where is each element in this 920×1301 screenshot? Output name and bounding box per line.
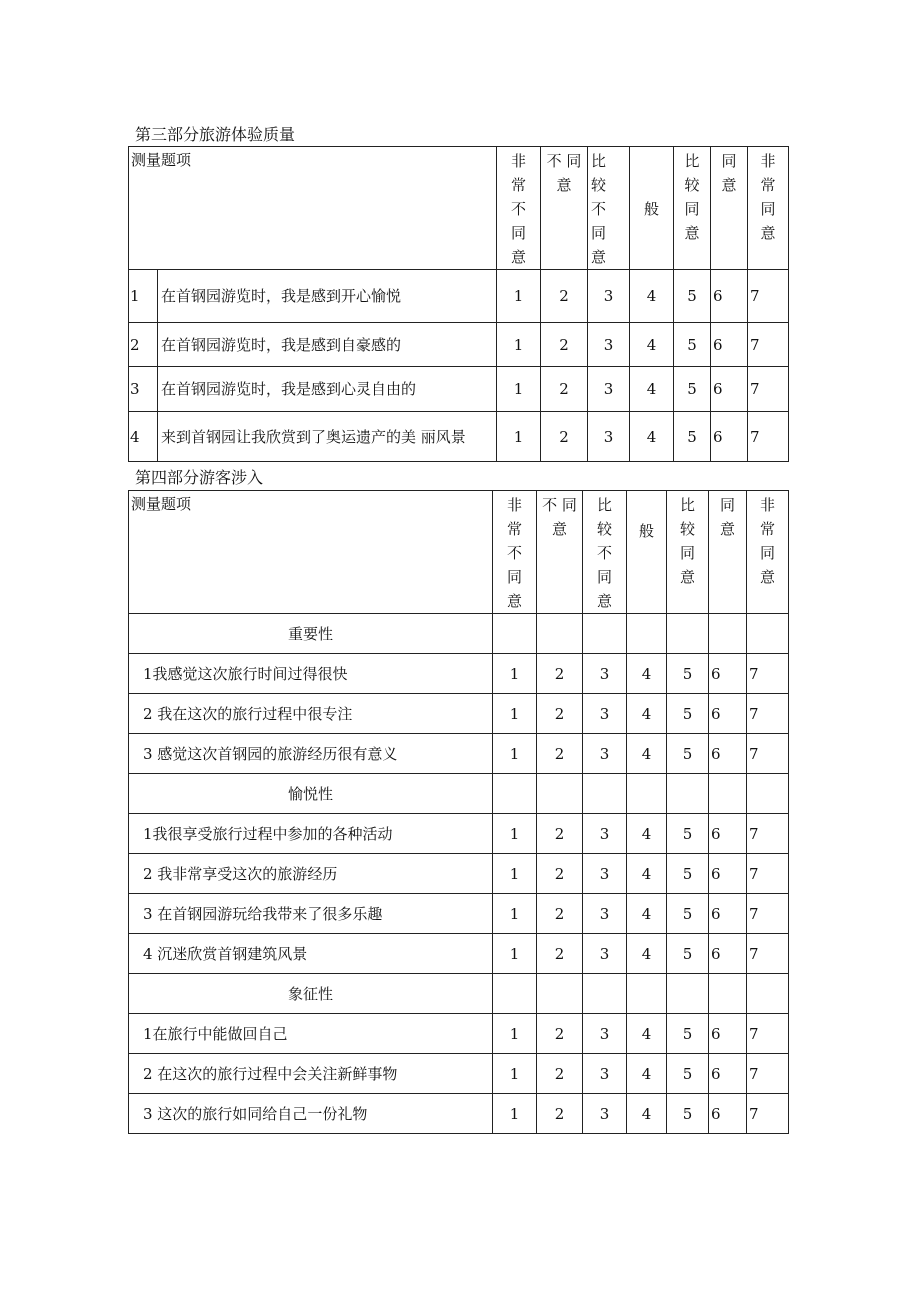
question-text: 在首钢园游览时，我是感到开心愉悦 [158,270,497,323]
score-cell[interactable]: 4 [627,814,667,854]
score-cell[interactable]: 7 [747,854,789,894]
question-text: 2 我非常享受这次的旅游经历 [129,854,493,894]
category-label: 愉悦性 [129,774,493,814]
score-cell[interactable]: 2 [541,323,588,367]
score-cell[interactable]: 6 [709,654,747,694]
row-index: 3 [129,367,158,412]
score-cell[interactable]: 5 [674,323,711,367]
question-text: 3 在首钢园游玩给我带来了很多乐趣 [129,894,493,934]
score-cell[interactable]: 2 [537,1054,583,1094]
question-text: 在首钢园游览时，我是感到自豪感的 [158,323,497,367]
score-cell[interactable]: 3 [583,694,627,734]
category-row [129,774,789,814]
question-text: 3 感觉这次首钢园的旅游经历很有意义 [129,734,493,774]
score-cell[interactable]: 2 [537,1094,583,1134]
scale-label: 同 意 [709,491,747,614]
score-cell[interactable]: 2 [541,367,588,412]
score-cell[interactable]: 5 [674,270,711,323]
table-row [129,814,789,854]
score-cell[interactable]: 5 [667,654,709,694]
score-cell[interactable]: 1 [493,1094,537,1134]
score-cell[interactable]: 2 [537,934,583,974]
score-cell[interactable]: 6 [709,734,747,774]
question-text: 1在旅行中能做回自己 [129,1014,493,1054]
table-row [129,694,789,734]
part4-title: 第四部分游客涉入 [135,468,264,487]
score-cell[interactable]: 7 [747,814,789,854]
score-cell[interactable]: 4 [627,934,667,974]
score-cell[interactable]: 6 [711,412,748,462]
score-cell[interactable]: 7 [748,412,789,462]
score-cell[interactable]: 5 [667,1054,709,1094]
score-cell[interactable]: 3 [583,854,627,894]
score-cell[interactable]: 6 [709,1054,747,1094]
score-cell[interactable]: 5 [667,934,709,974]
table-row [129,1014,789,1054]
score-cell[interactable]: 4 [630,270,674,323]
score-cell[interactable]: 5 [667,734,709,774]
scale-label: 比较同意 [667,491,709,614]
score-cell[interactable]: 5 [667,1094,709,1134]
category-label: 象征性 [129,974,493,1014]
part4-header-label: 测量题项 [129,491,493,614]
part4-table [128,490,789,1134]
question-text: 2 我在这次的旅行过程中很专注 [129,694,493,734]
scale-label: 同 意 [711,147,748,270]
score-cell[interactable]: 1 [493,894,537,934]
score-cell[interactable]: 5 [667,894,709,934]
score-cell[interactable]: 7 [747,1054,789,1094]
table-row [129,934,789,974]
scale-label: 般 [630,147,674,270]
score-cell[interactable]: 3 [583,1054,627,1094]
question-text: 在首钢园游览时，我是感到心灵自由的 [158,367,497,412]
score-cell[interactable]: 2 [537,694,583,734]
category-row [129,974,789,1014]
score-cell[interactable]: 4 [630,323,674,367]
score-cell[interactable]: 7 [747,934,789,974]
scale-label: 非常不同意 [493,491,537,614]
score-cell[interactable]: 4 [627,1014,667,1054]
score-cell[interactable]: 6 [709,854,747,894]
score-cell[interactable]: 6 [709,894,747,934]
part3-table [128,146,789,462]
part4-header-row [129,491,789,614]
score-cell[interactable]: 4 [627,1094,667,1134]
score-cell[interactable]: 3 [588,323,630,367]
part3-title: 第三部分旅游体验质量 [135,125,296,144]
scale-label: 比较不同意 [583,491,627,614]
table-row [129,894,789,934]
score-cell[interactable]: 6 [709,1014,747,1054]
scale-label: 非常同意 [748,147,789,270]
score-cell[interactable]: 7 [747,654,789,694]
part3-header-row [129,147,789,270]
score-cell[interactable]: 6 [711,323,748,367]
score-cell[interactable]: 3 [583,734,627,774]
score-cell[interactable]: 6 [709,814,747,854]
question-text: 来到首钢园让我欣赏到了奥运遗产的美 丽风景 [158,412,497,462]
score-cell[interactable]: 7 [748,323,789,367]
score-cell[interactable]: 3 [583,934,627,974]
score-cell[interactable]: 7 [747,1014,789,1054]
score-cell[interactable]: 3 [583,894,627,934]
score-cell[interactable]: 5 [674,412,711,462]
score-cell[interactable]: 4 [627,1054,667,1094]
score-cell[interactable]: 1 [493,1054,537,1094]
question-text: 1我很享受旅行过程中参加的各种活动 [129,814,493,854]
score-cell[interactable]: 7 [747,1094,789,1134]
question-text: 1我感觉这次旅行时间过得很快 [129,654,493,694]
table-row [129,367,789,412]
score-cell[interactable]: 1 [497,367,541,412]
score-cell[interactable]: 1 [493,654,537,694]
score-cell[interactable]: 4 [627,854,667,894]
score-cell[interactable]: 1 [493,734,537,774]
scale-label: 比较同意 [674,147,711,270]
score-cell[interactable]: 3 [588,367,630,412]
score-cell[interactable]: 1 [493,694,537,734]
table-row [129,270,789,323]
score-cell[interactable]: 4 [630,367,674,412]
scale-label: 不 同 意 [537,491,583,614]
score-cell[interactable]: 1 [497,323,541,367]
scale-label: 比较不同意 [588,147,630,270]
part3-header-label: 测量题项 [129,147,497,270]
score-cell[interactable]: 2 [537,654,583,694]
score-cell[interactable]: 7 [748,367,789,412]
score-cell[interactable]: 4 [630,412,674,462]
score-cell[interactable]: 7 [747,694,789,734]
question-text: 3 这次的旅行如同给自己一份礼物 [129,1094,493,1134]
score-cell[interactable]: 3 [588,270,630,323]
score-cell[interactable]: 7 [748,270,789,323]
scale-label: 非常不同意 [497,147,541,270]
table-row [129,1054,789,1094]
score-cell[interactable]: 1 [497,412,541,462]
score-cell[interactable]: 5 [667,694,709,734]
row-index: 2 [129,323,158,367]
table-row [129,654,789,694]
score-cell[interactable]: 2 [541,412,588,462]
score-cell[interactable]: 6 [709,694,747,734]
scale-label: 般 [627,491,667,614]
score-cell[interactable]: 2 [541,270,588,323]
score-cell[interactable]: 2 [537,854,583,894]
score-cell[interactable]: 4 [627,894,667,934]
score-cell[interactable]: 5 [674,367,711,412]
score-cell[interactable]: 1 [493,934,537,974]
row-index: 4 [129,412,158,462]
score-cell[interactable]: 2 [537,1014,583,1054]
row-index: 1 [129,270,158,323]
question-text: 2 在这次的旅行过程中会关注新鲜事物 [129,1054,493,1094]
question-text: 4 沉迷欣赏首钢建筑风景 [129,934,493,974]
score-cell[interactable]: 5 [667,1014,709,1054]
scale-label: 非常同意 [747,491,789,614]
table-row [129,412,789,462]
category-label: 重要性 [129,614,493,654]
score-cell[interactable]: 1 [493,814,537,854]
score-cell[interactable]: 3 [583,1014,627,1054]
table-row [129,854,789,894]
score-cell[interactable]: 2 [537,734,583,774]
table-row [129,323,789,367]
category-row [129,614,789,654]
score-cell[interactable]: 4 [627,694,667,734]
table-row [129,1094,789,1134]
score-cell[interactable]: 3 [583,1094,627,1134]
score-cell[interactable]: 3 [588,412,630,462]
score-cell[interactable]: 4 [627,654,667,694]
score-cell[interactable]: 3 [583,814,627,854]
score-cell[interactable]: 6 [709,934,747,974]
score-cell[interactable]: 1 [493,854,537,894]
score-cell[interactable]: 7 [747,894,789,934]
scale-label: 不 同 意 [541,147,588,270]
score-cell[interactable]: 1 [493,1014,537,1054]
score-cell[interactable]: 6 [711,367,748,412]
score-cell[interactable]: 4 [627,734,667,774]
score-cell[interactable]: 5 [667,814,709,854]
score-cell[interactable]: 1 [497,270,541,323]
score-cell[interactable]: 6 [709,1094,747,1134]
table-row [129,734,789,774]
score-cell[interactable]: 7 [747,734,789,774]
score-cell[interactable]: 2 [537,894,583,934]
score-cell[interactable]: 2 [537,814,583,854]
score-cell[interactable]: 3 [583,654,627,694]
score-cell[interactable]: 6 [711,270,748,323]
score-cell[interactable]: 5 [667,854,709,894]
